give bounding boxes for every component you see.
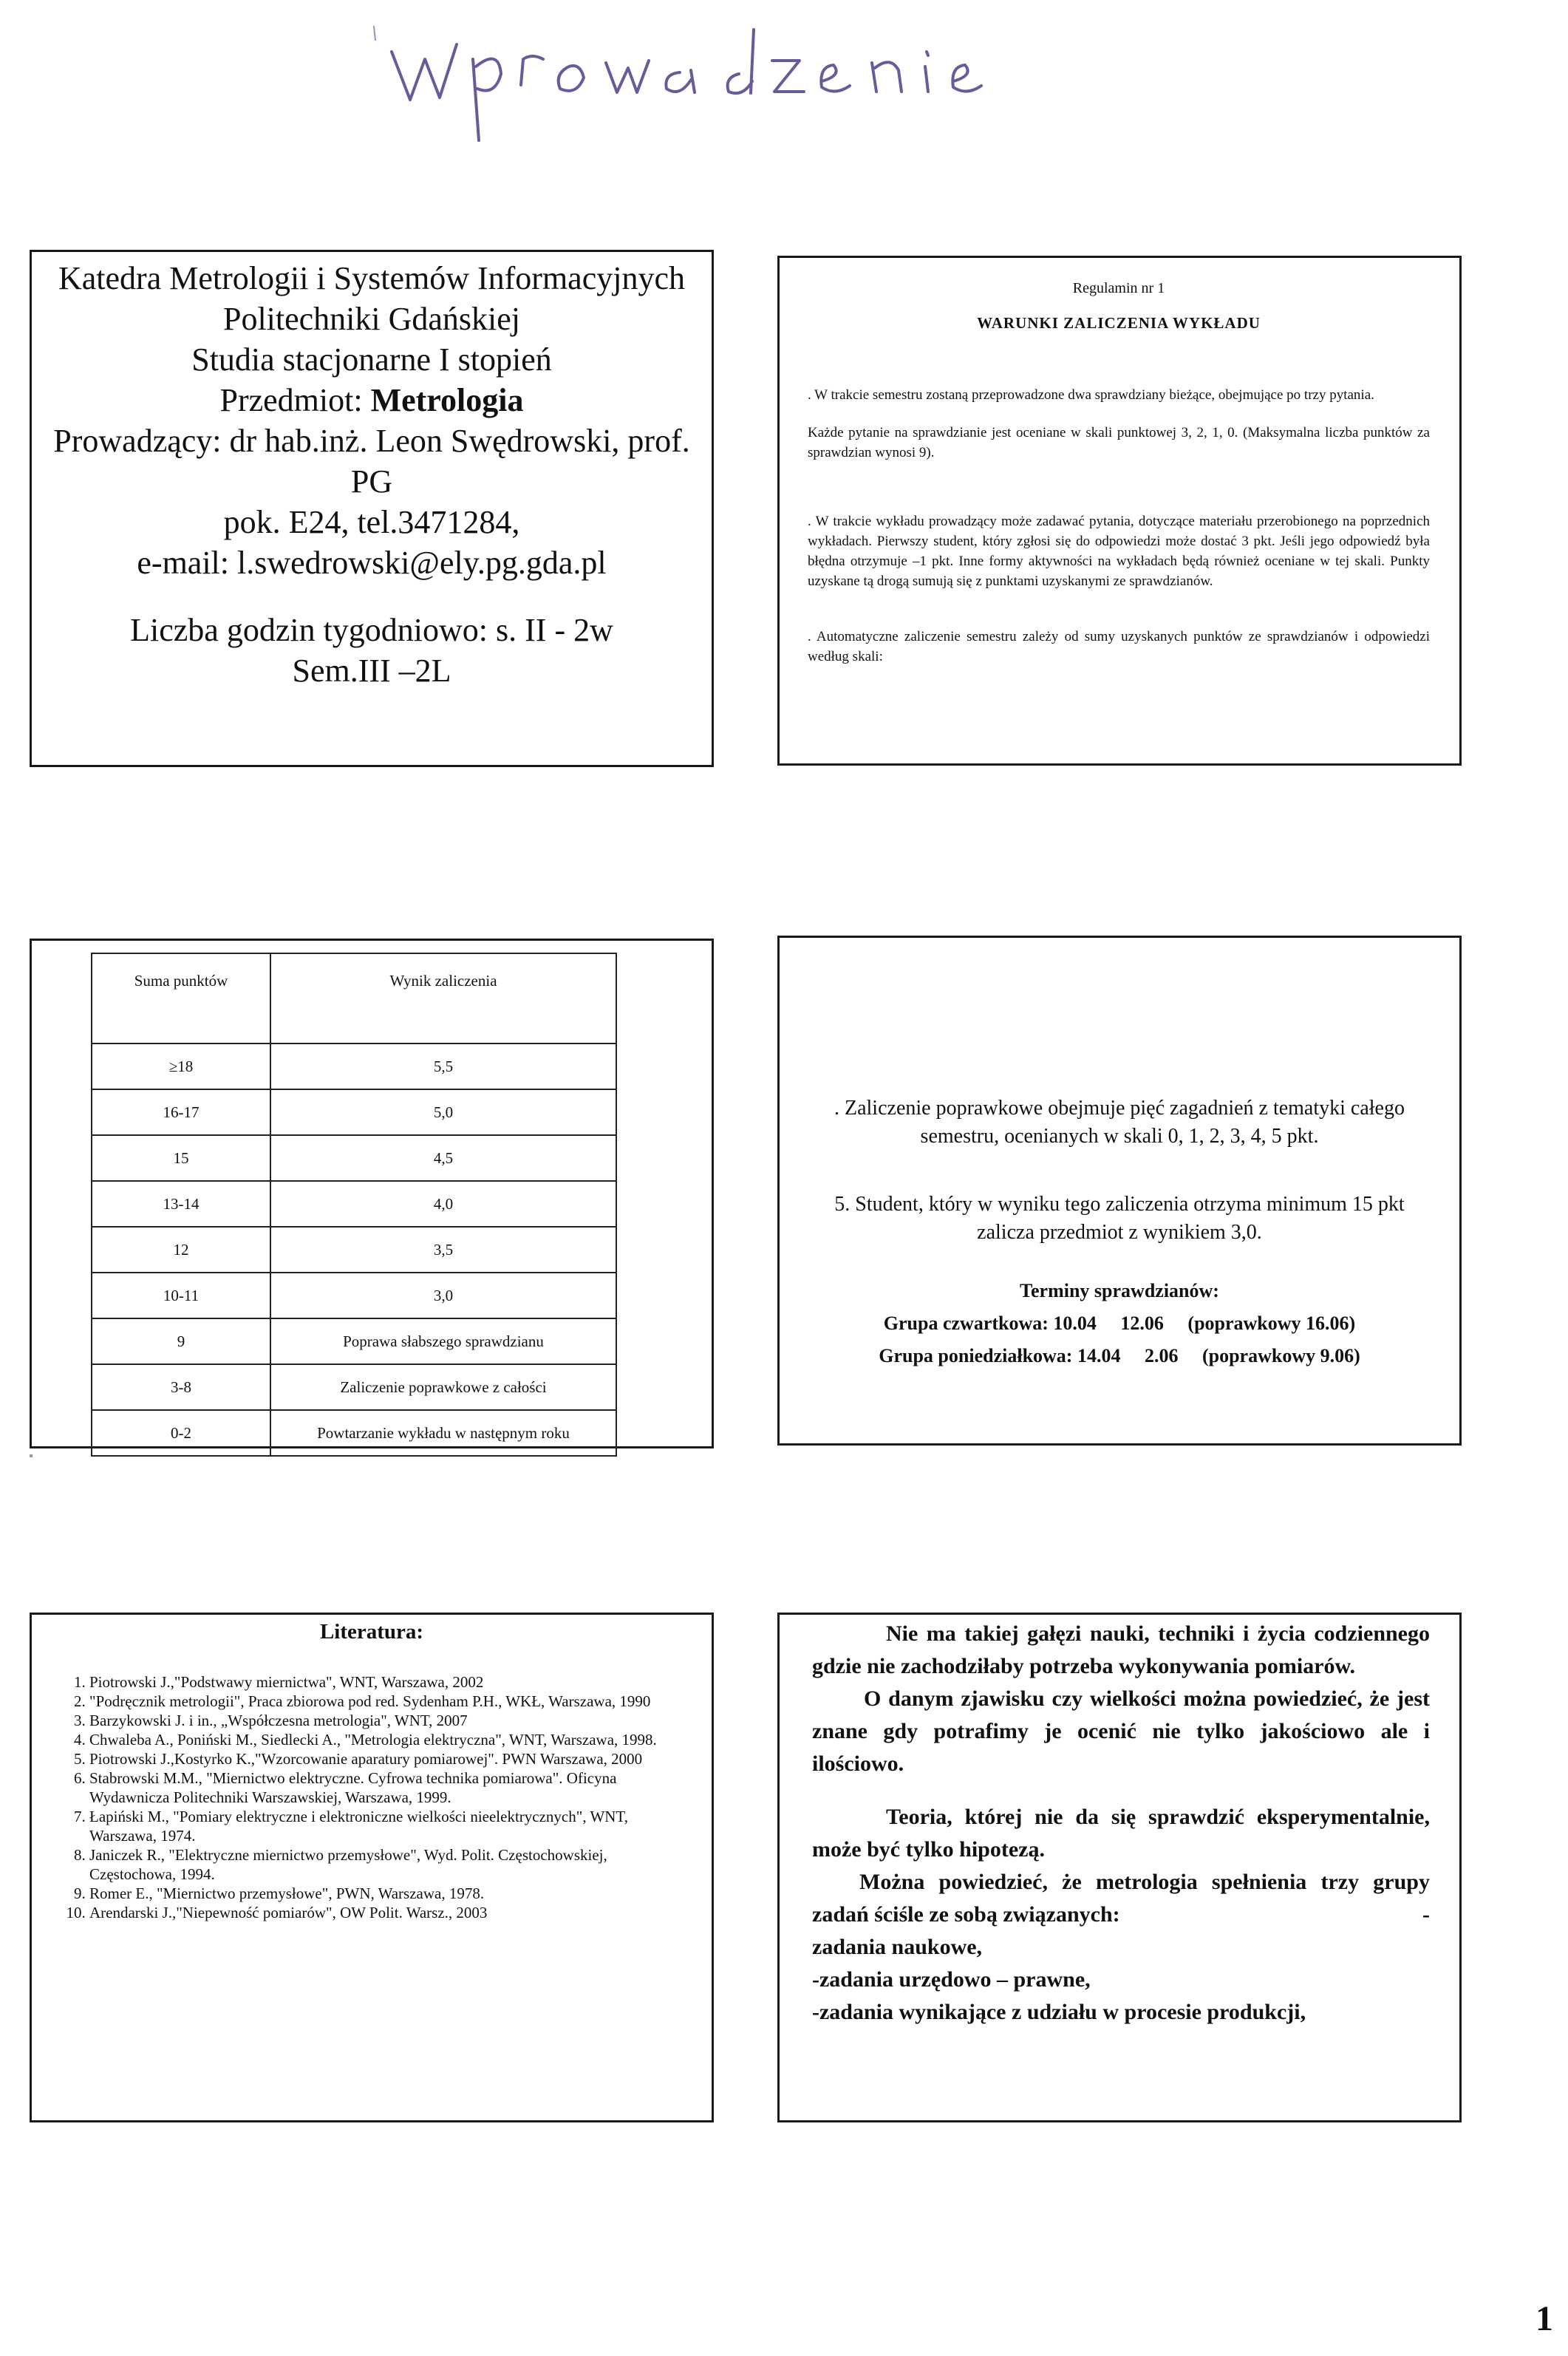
intro-paragraph: Nie ma takiej gałęzi nauki, techniki i życia codziennego gdzie nie zachodziłaby potrzeba wykonywania pomiarów. [812,1621,1430,1678]
study-line: Studia stacjonarne I stopień [191,341,552,378]
list-item: 9. Romer E., "Miernictwo przemysłowe", PWN, Warszawa, 1978. [89,1884,689,1903]
points-cell: 3-8 [92,1364,270,1410]
result-cell: Poprawa słabszego sprawdzianu [270,1318,616,1364]
result-cell: Zaliczenie poprawkowe z całości [270,1364,616,1410]
subject-line [39,380,704,421]
points-cell: 10-11 [92,1273,270,1318]
subject-name: Metrologia [370,382,524,418]
result-cell: 4,5 [270,1135,616,1181]
intro-paragraph: Teoria, której nie da się sprawdzić eksperymentalnie, może być tylko hipotezą. [812,1805,1430,1862]
regulation-paragraph: . W trakcie wykładu prowadzący może zadawać pytania, dotyczące materiału przerobionego na poprzednich wykładach. Pierwszy student, który zgłosi się do odpowiedzi może dostać 3 pkt. Jeśli jego odpowiedź była błędna otrzymuje –1 pkt. Inne formy aktywności na wykładach będą również oceniane w tej skali. Punkty uzyskane tą drogą sumują się z punktami uzyskanymi ze sprawdzianów. [808,514,1430,589]
list-item: 1. Piotrowski J.,"Podstwawy miernictwa", WNT, Warszawa, 2002 [89,1672,689,1692]
regulation-paragraph: . W trakcie semestru zostaną przeprowadzone dwa sprawdziany bieżące, obejmujące po trzy pytania. [808,387,1374,403]
slide-grading-table [30,939,714,1448]
thursday-group-dates: Grupa czwartkowa: 10.04 12.06 (poprawkowy 16.06) [883,1313,1356,1334]
handwritten-title [369,15,1079,155]
points-cell: 15 [92,1135,270,1181]
list-item: 2. "Podręcznik metrologii", Praca zbiorowa pod red. Sydenham P.H., WKŁ, Warszawa, 1990 [89,1692,689,1711]
list-item: 4. Chwaleba A., Poniński M., Siedlecki A., "Metrologia elektryczna", WNT, Warszawa, 1998. [89,1730,689,1749]
tasks-intro: Można powiedzieć, że metrologia spełnienia trzy grupy zadań ściśle ze sobą związanych: [812,1870,1430,1927]
list-item: 7. Łapiński M., "Pomiary elektryczne i elektroniczne wielkości nieelektrycznych", WNT, Warszawa, 1974. [89,1807,689,1845]
dept-line-2: Politechniki Gdańskiej [222,301,521,337]
pass-rule: 5. Student, który w wyniku tego zaliczenia otrzyma minimum 15 pkt zalicza przedmiot z wynikiem 3,0. [834,1193,1405,1244]
result-cell: 3,0 [270,1273,616,1318]
email-line: e-mail: l.swedrowski@ely.pg.gda.pl [137,545,607,581]
slide-literature [30,1613,714,2122]
semester-line: Sem.III –2L [292,653,451,689]
slide-regulations [777,256,1462,766]
intro-paragraph: O danym zjawisku czy wielkości można powiedzieć, że jest znane gdy potrafimy je ocenić nie tylko jakościowo ale i ilościowo. [812,1686,1430,1776]
regulation-header: Regulamin nr 1 [1072,280,1165,296]
table-row [92,1318,616,1364]
intro-paragraph [812,1866,1430,1931]
result-cell: 5,0 [270,1089,616,1135]
table-row [92,1089,616,1135]
test-dates [817,1275,1422,1372]
table-row [92,1364,616,1410]
header-points: Suma punktów [92,953,270,1043]
retake-rule: . Zaliczenie poprawkowe obejmuje pięć zagadnień z tematyki całego semestru, ocenianych w skali 0, 1, 2, 3, 4, 5 pkt. [834,1097,1405,1148]
table-header-row [92,953,616,1043]
table-row [92,1043,616,1089]
task-item: -zadania urzędowo – prawne, [812,1967,1091,1992]
result-cell: 4,0 [270,1181,616,1227]
tasks-dash: - [1422,1902,1430,1927]
scan-speck [30,1454,33,1457]
slide-metrology-intro [777,1613,1462,2122]
list-item: 8. Janiczek R., "Elektryczne miernictwo przemysłowe", Wyd. Polit. Częstochowskiej, Częstochowa, 1994. [89,1845,689,1884]
slide-retake-info [777,936,1462,1446]
table-row [92,1135,616,1181]
regulation-paragraph: . Automatyczne zaliczenie semestru zależy od sumy uzyskanych punktów ze sprawdzianów i odpowiedzi według skali: [808,629,1430,664]
grading-table [91,953,617,1457]
result-cell: 5,5 [270,1043,616,1089]
monday-group-dates: Grupa poniedziałkowa: 14.04 2.06 (poprawkowy 9.06) [879,1345,1360,1366]
page-number: 1 [1535,2299,1553,2338]
header-result: Wynik zaliczenia [270,953,616,1043]
test-dates-title: Terminy sprawdzianów: [1020,1280,1219,1301]
hours-line: Liczba godzin tygodniowo: s. II - 2w [130,612,613,648]
task-item: zadania naukowe, [812,1935,983,1959]
table-row [92,1273,616,1318]
literature-list [54,1672,689,1922]
list-item: 6. Stabrowski M.M., "Miernictwo elektryczne. Cyfrowa technika pomiarowa". Oficyna Wydawnicza Politechniki Warszawskiej, Warszawa, 1999. [89,1768,689,1807]
lecturer-line: Prowadzący: dr hab.inż. Leon Swędrowski, prof. [53,423,690,459]
table-row [92,1227,616,1273]
table-row [92,1410,616,1456]
lecturer-line-2: PG [350,463,393,500]
points-cell: 13-14 [92,1181,270,1227]
slide-course-info [30,250,714,767]
points-cell: 9 [92,1318,270,1364]
result-cell: Powtarzanie wykładu w następnym roku [270,1410,616,1456]
regulation-paragraph: Każde pytanie na sprawdzianie jest oceniane w skali punktowej 3, 2, 1, 0. (Maksymalna liczba punktów za sprawdzian wynosi 9). [808,425,1430,460]
points-cell: 12 [92,1227,270,1273]
regulation-title: WARUNKI ZALICZENIA WYKŁADU [977,314,1261,332]
literature-title: Literatura: [319,1620,424,1644]
result-cell: 3,5 [270,1227,616,1273]
list-item: 3. Barzykowski J. i in., „Współczesna metrologia", WNT, 2007 [89,1711,689,1730]
points-cell: 0-2 [92,1410,270,1456]
points-cell: ≥18 [92,1043,270,1089]
list-item: 5. Piotrowski J.,Kostyrko K.,"Wzorcowanie aparatury pomiarowej". PWN Warszawa, 2000 [89,1749,689,1768]
list-item: 10. Arendarski J.,"Niepewność pomiarów", OW Polit. Warsz., 2003 [89,1903,689,1922]
points-cell: 16-17 [92,1089,270,1135]
task-item: -zadania wynikające z udziału w procesie produkcji, [812,2000,1306,2024]
dept-line-1: Katedra Metrologii i Systemów Informacyjnych [58,260,685,296]
subject-prefix: Przedmiot: [219,382,371,418]
table-row [92,1181,616,1227]
room-line: pok. E24, tel.3471284, [223,504,520,540]
